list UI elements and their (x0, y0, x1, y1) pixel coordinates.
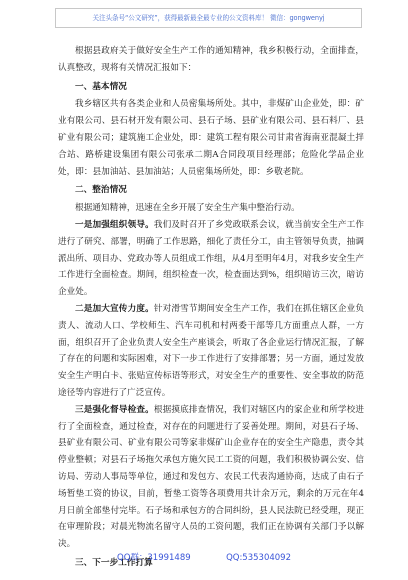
paragraph-text: 针对滑雪节期间安全生产工作，我们在抓住辖区企业负责人、流动人口、学校师生、汽车司机和村两委干部等几方面重点人群，一方面，组织召开了企业负责人安全生产座谈会，听取了各企业运行情况汇报，了解了存在的问题和实际困难，对下一步工作进行了安排部署；另一方面，通过发放安全生产明白卡、张贴宣传标语等形式，对安全生产的重要性、安全事故的防范途径等内容进行了广泛宣传。 (58, 303, 365, 398)
footer-qq: QQ:535304092 (226, 553, 291, 563)
footer-qq-group: QQ群：31991489 (117, 553, 191, 563)
section-heading: 二、整治情况 (75, 185, 127, 196)
paragraph-text: 我们及时召开了乡党政联系会议，就当前安全生产工作进行了研究、部署，明确了工作思路，细化了责任分工，由主管领导负责，抽调派出所、项目办、党政办等人员组成工作组，从4月至明年4月，对我乡安全生产工作进行全面检查。期间，组织检查一次，检查面达到%，组织暗访三次，暗访企业处。 (58, 219, 365, 298)
body-paragraph (58, 402, 364, 553)
body-paragraph: 根据通知精神，迅速在全乡开展了安全生产集中整治行动。 (75, 203, 300, 214)
body-paragraph (58, 301, 364, 402)
paragraph-text: 根据摸底排查情况，我们对辖区内的家企业和所学校进行了全面检查，通过检查，对存在的问题进行了妥善处理。期间，对县石子场、县矿业有限公司、矿业有限公司等家非煤矿山企业存在的安全生产隐患，责令其停业整顿；对县石子场拖欠承包方施欠民工工资的问题，我们积极协调公安、信访局、劳动人事局等单位，通过和发包方、农民工代表沟通协商，达成了由石子场暂垫工资的协议，目前，暂垫工资等各项费用共计余万元，剩余的万元在年4月日前全部垫付完毕。石子场和承包方的合同纠纷，县人民法院已经受理，现正在审理阶段；对晨光物流名留守人员的工资问题，我们正在协调有关部门予以解决。 (58, 404, 365, 550)
document-body (58, 43, 364, 573)
header-banner (55, 8, 362, 28)
paragraph-lead: 一是加强组织领导。 (75, 219, 154, 230)
header-text: 关注头条号“公文研究”，获得最新最全最专业的公文资料库！ 微信：gongwenyj (92, 14, 325, 22)
body-paragraph: 我乡辖区共有各类企业和人员密集场所处。其中，非煤矿山企业处，即：矿业有限公司、县石材开发有限公司、县石子场、县矿业有限公司、县石料厂、县矿业有限公司；建筑施工企业处，即：建筑工程有限公司甘肃省海南亚混凝土拌合站、路桥建设集团有限公司张承二期A合同段项目经理部；危险化学品企业处，即：县加油站、县加油站；人员密集场所处，即：乡敬老院。 (58, 99, 364, 177)
body-paragraph (58, 217, 364, 301)
body-paragraph: 根据县政府关于做好安全生产工作的通知精神，我乡积极行动，全面排查，认真整改，现将有关情况汇报如下： (58, 46, 364, 73)
paragraph-lead: 三是强化督导检查。 (75, 404, 154, 415)
paragraph-lead: 二是加大宣传力度。 (75, 303, 154, 314)
section-heading: 三、下一步工作打算 (75, 557, 153, 568)
section-heading: 一、基本情况 (75, 81, 127, 92)
footer (0, 548, 408, 568)
